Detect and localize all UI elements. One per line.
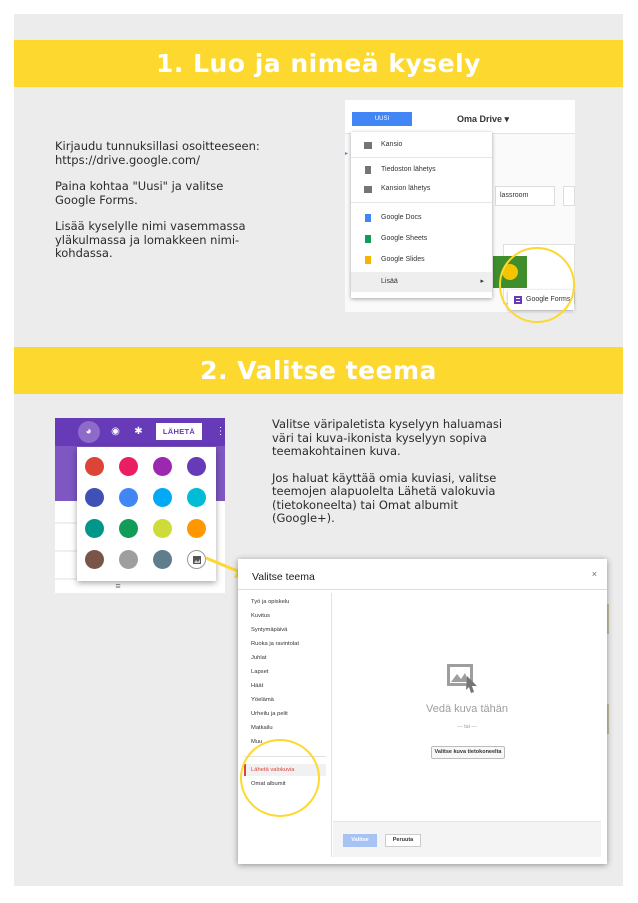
para-line: Lisää kyselylle nimi vasemmassa: [55, 219, 246, 233]
color-swatch[interactable]: [119, 550, 138, 569]
menu-item-slides[interactable]: [351, 250, 492, 270]
category-item[interactable]: Lapset: [251, 669, 269, 675]
para-line: (tietokoneelta) tai Omat albumit: [272, 497, 459, 512]
section-2-text: [272, 418, 572, 526]
para-line: kohdassa.: [55, 246, 113, 260]
new-button[interactable]: UUSI: [352, 112, 412, 126]
category-item[interactable]: Syntymäpäivä: [251, 627, 288, 633]
menu-item-label: Google Slides: [381, 256, 425, 263]
category-item[interactable]: Ruoka ja ravintolat: [251, 641, 300, 647]
color-swatch[interactable]: [119, 519, 138, 538]
cancel-button[interactable]: Peruuta: [385, 834, 421, 847]
folder-card[interactable]: [563, 186, 575, 206]
category-item[interactable]: Juhlat: [251, 655, 267, 661]
forms-label: Google Forms: [526, 296, 571, 303]
image-drop-icon: [445, 660, 479, 694]
menu-item-folder[interactable]: [351, 135, 492, 155]
para-line: Paina kohtaa "Uusi" ja valitse: [55, 179, 224, 193]
menu-item-docs[interactable]: [351, 208, 492, 228]
choose-from-computer-button[interactable]: Valitse kuva tietokoneelta: [431, 746, 505, 759]
send-button[interactable]: LÄHETÄ: [156, 423, 202, 440]
category-item[interactable]: Matkailu: [251, 725, 273, 731]
drop-text: Vedä kuva tähän: [426, 703, 508, 715]
menu-divider: [351, 157, 492, 158]
para-line: väri tai kuva-ikonista kyselyyn sopiva: [272, 430, 487, 445]
color-swatch[interactable]: [187, 519, 206, 538]
dialog-footer: [333, 821, 601, 857]
expand-arrow-icon: ▸: [345, 151, 349, 157]
menu-item-label: Lisää: [381, 278, 398, 285]
sheets-icon: [364, 235, 372, 243]
para-line: Kirjaudu tunnuksillasi osoitteeseen:: [55, 139, 260, 153]
color-swatch[interactable]: [153, 488, 172, 507]
section-1-text: [55, 140, 315, 261]
menu-item-label: Google Sheets: [381, 235, 428, 242]
docs-icon: [364, 214, 372, 222]
para-line: yläkulmassa ja lomakkeen nimi-: [55, 232, 240, 247]
menu-item-label: Kansion lähetys: [381, 185, 431, 192]
category-item[interactable]: Urheilu ja pelit: [251, 711, 288, 717]
classroom-folder[interactable]: lassroom: [495, 186, 555, 206]
file-upload-icon: [364, 166, 372, 174]
menu-item-more[interactable]: [351, 272, 492, 292]
highlight-circle: [240, 739, 320, 817]
menu-item-label: Google Docs: [381, 214, 422, 221]
drive-header: [345, 100, 575, 134]
color-swatch[interactable]: [187, 488, 206, 507]
color-swatch[interactable]: [119, 488, 138, 507]
color-swatch[interactable]: [153, 457, 172, 476]
folder-upload-icon: [364, 185, 372, 193]
para-line: Jos haluat käyttää omia kuviasi, valitse: [272, 470, 497, 485]
menu-item-label: Kansio: [381, 141, 403, 148]
color-swatch[interactable]: [85, 519, 104, 538]
category-item[interactable]: Häät: [251, 683, 264, 689]
drive-title-label: Oma Drive: [457, 114, 503, 124]
settings-gear-icon[interactable]: ✱: [134, 426, 143, 437]
dialog-divider: [238, 589, 607, 590]
or-text: — tai —: [457, 724, 477, 730]
highlight-circle: [499, 247, 575, 323]
section-1-title: 1. Luo ja nimeä kysely: [14, 40, 623, 87]
chevron-right-icon: ▸: [480, 278, 484, 285]
theme-category-list: [244, 593, 332, 857]
form-background: [55, 501, 77, 593]
new-menu: [351, 132, 492, 298]
para-line: teemojen alapuolelta Lähetä valokuvia: [272, 484, 496, 498]
color-palette: [77, 447, 216, 581]
para-line: Valitse väripaletista kyselyyn haluamasi: [272, 417, 503, 431]
section-2-title: 2. Valitse teema: [14, 347, 623, 394]
para-line: (Google+).: [272, 511, 335, 525]
para-line: Google Forms.: [55, 192, 138, 207]
menu-item-sheets[interactable]: [351, 229, 492, 249]
color-swatch[interactable]: [85, 550, 104, 569]
color-swatch[interactable]: [119, 457, 138, 476]
select-button[interactable]: Valitse: [343, 834, 377, 847]
more-vert-icon[interactable]: ⋮: [215, 426, 226, 437]
forms-toolbar: [55, 418, 225, 446]
drive-title[interactable]: [457, 114, 509, 125]
page-panel: [14, 14, 623, 886]
dialog-title: Valitse teema: [252, 571, 315, 583]
color-swatch[interactable]: [153, 519, 172, 538]
para-line: https://drive.google.com/: [55, 152, 201, 167]
dropdown-arrow-icon: ▾: [504, 114, 510, 124]
palette-icon[interactable]: ◕: [85, 426, 92, 437]
folder-plus-icon: [364, 141, 372, 149]
color-swatch[interactable]: [85, 488, 104, 507]
menu-item-file-upload[interactable]: [351, 160, 492, 180]
drop-area[interactable]: [333, 593, 601, 819]
category-item[interactable]: Työ ja opiskelu: [251, 599, 290, 605]
category-item[interactable]: Muu: [251, 739, 263, 745]
drag-handle-icon: ≡: [115, 581, 121, 591]
color-swatch[interactable]: [85, 457, 104, 476]
category-upload-photos[interactable]: Lähetä valokuvia: [251, 767, 295, 773]
image-icon: [193, 556, 201, 564]
category-item[interactable]: Kuvitus: [251, 613, 271, 619]
menu-item-label: Tiedoston lähetys: [381, 166, 436, 173]
close-icon[interactable]: ×: [591, 569, 597, 579]
slides-icon: [364, 256, 372, 264]
menu-item-folder-upload[interactable]: [351, 179, 492, 199]
category-my-albums[interactable]: Omat albumit: [251, 781, 286, 787]
preview-eye-icon[interactable]: ◉: [111, 426, 120, 437]
category-item[interactable]: Yöelämä: [251, 697, 274, 703]
para-line: teemakohtainen kuva.: [272, 444, 401, 458]
color-swatch[interactable]: [187, 457, 206, 476]
menu-divider: [351, 202, 492, 203]
color-swatch[interactable]: [153, 550, 172, 569]
theme-dialog: [238, 559, 607, 864]
forms-palette-screenshot: [55, 418, 225, 593]
